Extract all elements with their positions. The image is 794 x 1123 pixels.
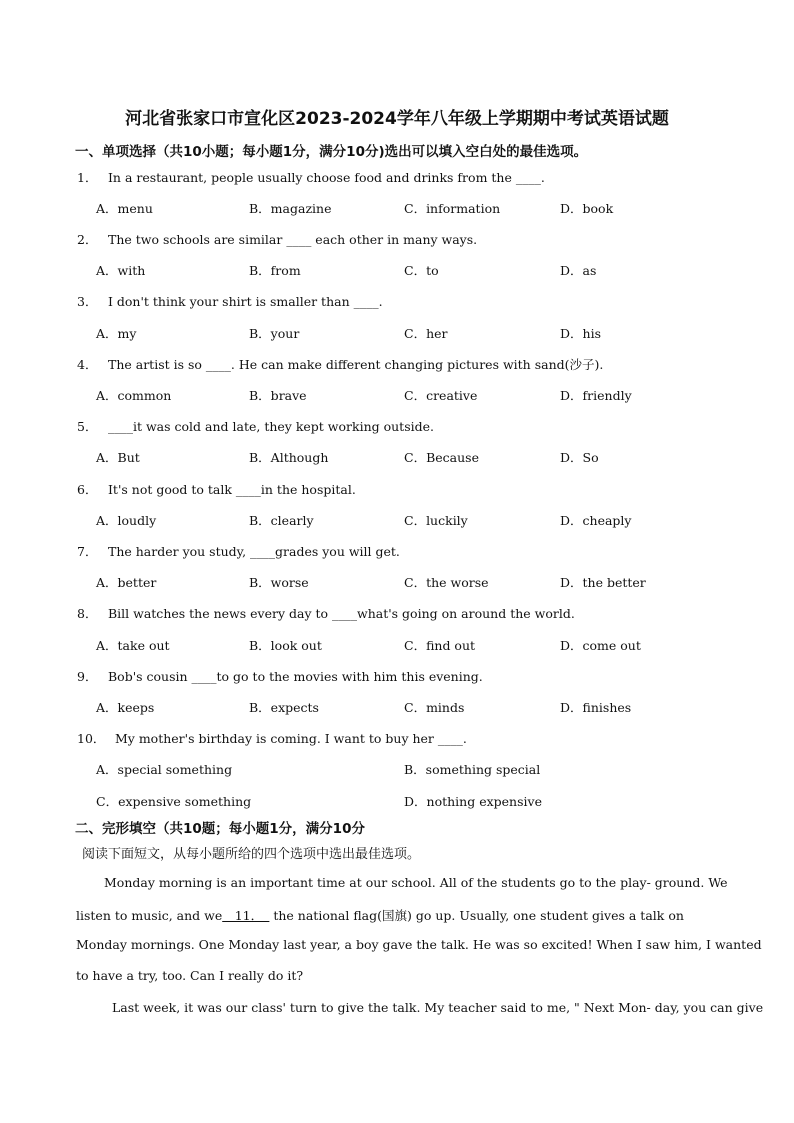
question-text: I don't think your shirt is smaller than ____. xyxy=(107,294,383,309)
question-number: 3． xyxy=(77,294,98,309)
question-text: The artist is so ____. He can make different changing pictures with sand(沙子). xyxy=(107,357,604,372)
option-d[interactable]: D．finishes xyxy=(560,700,632,715)
passage-line-3: Monday mornings. One Monday last year, a boy gave the talk. He was so excited! When I saw him, I wanted xyxy=(76,937,762,952)
option-a[interactable]: A．keeps xyxy=(96,700,155,715)
page-title: 河北省张家口市宣化区2023-2024学年八年级上学期期中考试英语试题 xyxy=(125,109,669,129)
question-text: My mother's birthday is coming. I want to buy her ____. xyxy=(114,731,467,746)
option-c[interactable]: C．the worse xyxy=(404,575,489,590)
question-number: 7． xyxy=(77,544,98,559)
option-c[interactable]: C．luckily xyxy=(404,513,468,528)
question-10 xyxy=(77,729,467,747)
section1-heading: 一、单项选择（共10小题；每小题1分，满分10分)选出可以填入空白处的最佳选项。 xyxy=(75,144,588,160)
option-d[interactable]: D．as xyxy=(560,263,597,278)
option-a[interactable]: A．loudly xyxy=(96,513,157,528)
blank-11[interactable]: 11． xyxy=(222,908,270,923)
option-c[interactable]: C．minds xyxy=(404,700,465,715)
option-a[interactable]: A．with xyxy=(96,263,146,278)
section2-heading: 二、完形填空（共10题；每小题1分，满分10分 xyxy=(75,821,365,837)
question-3 xyxy=(77,292,383,310)
option-a[interactable]: A．take out xyxy=(96,638,170,653)
question-number: 6． xyxy=(77,482,98,497)
option-b[interactable]: B．worse xyxy=(249,575,309,590)
question-5 xyxy=(77,417,434,435)
passage-line-5: Last week, it was our class' turn to give the talk. My teacher said to me, " Next Mon- day, you can give xyxy=(112,1000,764,1015)
question-9 xyxy=(77,667,483,685)
option-c[interactable]: C．creative xyxy=(404,388,478,403)
option-b[interactable]: B．your xyxy=(249,326,300,341)
question-7 xyxy=(77,542,400,560)
option-a[interactable]: A．But xyxy=(96,450,140,465)
question-text: Bill watches the news every day to ____what's going on around the world. xyxy=(107,606,575,621)
option-c[interactable]: C．to xyxy=(404,263,439,278)
option-c[interactable]: C．expensive something xyxy=(96,794,252,809)
question-8 xyxy=(77,604,575,622)
option-b[interactable]: B．from xyxy=(249,263,301,278)
option-b[interactable]: B．brave xyxy=(249,388,307,403)
question-number: 2． xyxy=(77,232,98,247)
question-number: 8． xyxy=(77,606,98,621)
question-4 xyxy=(77,355,603,373)
option-d[interactable]: D．So xyxy=(560,450,599,465)
question-number: 5． xyxy=(77,419,98,434)
option-c[interactable]: C．Because xyxy=(404,450,479,465)
question-number: 9． xyxy=(77,669,98,684)
question-number: 4． xyxy=(77,357,98,372)
option-d[interactable]: D．cheaply xyxy=(560,513,632,528)
question-text: The two schools are similar ____ each other in many ways. xyxy=(107,232,478,247)
question-1 xyxy=(77,168,545,186)
option-c[interactable]: C．find out xyxy=(404,638,476,653)
option-a[interactable]: A．common xyxy=(96,388,172,403)
question-text: It's not good to talk ____in the hospital. xyxy=(107,482,356,497)
option-d[interactable]: D．book xyxy=(560,201,614,216)
option-d[interactable]: D．come out xyxy=(560,638,641,653)
question-text: The harder you study, ____grades you will get. xyxy=(107,544,400,559)
question-number: 10． xyxy=(77,731,106,746)
question-text: Bob's cousin ____to go to the movies with him this evening. xyxy=(107,669,483,684)
passage-line-2-prefix: listen to music, and we xyxy=(76,908,223,923)
option-b[interactable]: B．expects xyxy=(249,700,319,715)
option-b[interactable]: B．something special xyxy=(404,762,541,777)
passage-line-2 xyxy=(76,906,684,924)
option-b[interactable]: B．clearly xyxy=(249,513,314,528)
option-d[interactable]: D．the better xyxy=(560,575,646,590)
question-text: In a restaurant, people usually choose food and drinks from the ____. xyxy=(107,170,545,185)
passage-line-4: to have a try, too. Can I really do it? xyxy=(76,968,304,983)
question-text: ____it was cold and late, they kept working outside. xyxy=(107,419,434,434)
option-a[interactable]: A．special something xyxy=(96,762,233,777)
option-a[interactable]: A．better xyxy=(96,575,157,590)
passage-line-2-rest: the national flag(国旗) go up. Usually, one student gives a talk on xyxy=(273,908,684,923)
option-d[interactable]: D．his xyxy=(560,326,601,341)
section2-instruction: 阅读下面短文，从每小题所给的四个选项中选出最佳选项。 xyxy=(82,847,421,862)
option-a[interactable]: A．my xyxy=(96,326,137,341)
option-b[interactable]: B．look out xyxy=(249,638,322,653)
option-c[interactable]: C．information xyxy=(404,201,501,216)
option-a[interactable]: A．menu xyxy=(96,201,153,216)
passage-line-1: Monday morning is an important time at our school. All of the students go to the play- ground. We xyxy=(104,875,728,890)
option-c[interactable]: C．her xyxy=(404,326,448,341)
option-b[interactable]: B．Although xyxy=(249,450,329,465)
option-d[interactable]: D．nothing expensive xyxy=(404,794,542,809)
option-d[interactable]: D．friendly xyxy=(560,388,632,403)
question-6 xyxy=(77,480,356,498)
option-b[interactable]: B．magazine xyxy=(249,201,332,216)
question-number: 1． xyxy=(77,170,98,185)
question-2 xyxy=(77,230,477,248)
